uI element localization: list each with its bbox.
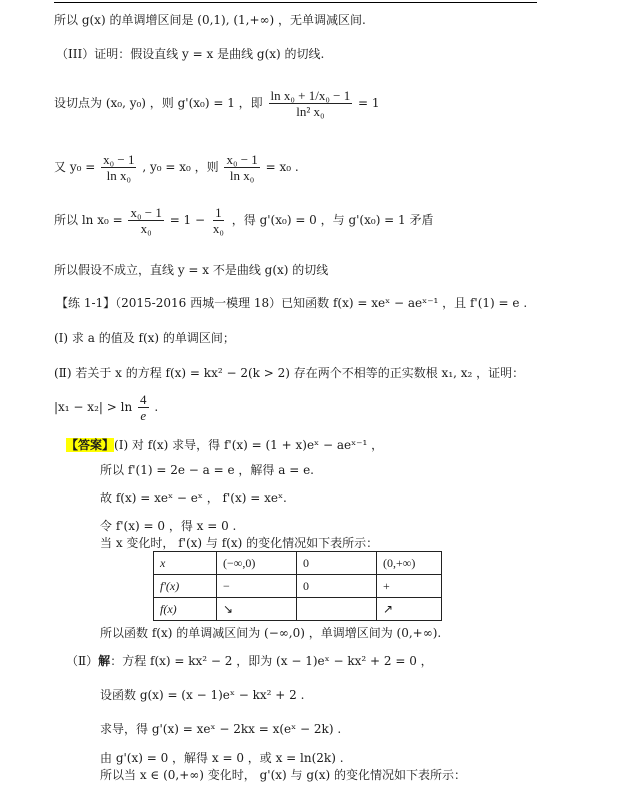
top-divider	[54, 2, 537, 3]
exercise-inequality	[54, 392, 158, 423]
fraction-denominator: e	[140, 408, 147, 423]
answer-g-table-intro: 所以当 x ∈ (0,+∞) 变化时， g'(x) 与 g(x) 的变化情况如下表所示：	[100, 768, 466, 782]
table-cell: (−∞,0)	[217, 552, 297, 575]
ln-fraction	[128, 205, 163, 236]
table-cell: x	[154, 552, 217, 575]
table-cell	[297, 598, 377, 621]
inequality-prefix: |x₁ − x₂| > ln	[54, 400, 133, 414]
table-cell: −	[217, 575, 297, 598]
y0-fraction-2	[224, 152, 259, 183]
exercise-part-1: (Ⅰ) 求 a 的值及 f(x) 的单调区间；	[54, 331, 235, 345]
fraction-numerator: x₀ − 1	[226, 152, 258, 167]
fraction-numerator: 1	[215, 205, 222, 220]
fraction-denominator: ln² x₀	[296, 104, 325, 119]
tangent-point-prefix: 设切点为 (x₀, y₀) ，则 g'(x₀) = 1 ，即	[54, 96, 263, 110]
y0-prefix: 又 y₀ =	[54, 160, 96, 174]
text-line-tangent-point	[54, 88, 380, 119]
table-row	[154, 552, 442, 575]
tangent-fraction	[269, 88, 353, 119]
answer-part-2	[66, 653, 433, 669]
text-line-proof-assumption: （III）证明：假设直线 y = x 是曲线 g(x) 的切线.	[56, 47, 325, 61]
inequality-suffix: .	[154, 400, 159, 414]
ln-fraction-2	[211, 205, 226, 236]
exercise-heading: 【练 1-1】（2015-2016 西城一模理 18）已知函数 f(x) = xeˣ − aeˣ⁻¹ ，且 f'(1) = e .	[56, 296, 528, 310]
fraction-numerator: ln x₀ + 1/x₀ − 1	[270, 88, 351, 103]
text-line-contradiction	[54, 205, 434, 236]
fraction-denominator: ln x₀	[106, 168, 131, 183]
increasing-arrow-icon: ↗	[377, 598, 442, 621]
text-line-y0-relation	[54, 152, 299, 183]
table-cell: f'(x)	[154, 575, 217, 598]
answer-f-expression: 故 f(x) = xeˣ − eˣ ， f'(x) = xeˣ.	[100, 491, 287, 505]
table-cell: +	[377, 575, 442, 598]
answer-g-roots: 由 g'(x) = 0 ，解得 x = 0 ，或 x = ln(2k) .	[100, 751, 344, 765]
y0-fraction	[101, 152, 136, 183]
part-2-equation: ：方程 f(x) = kx² − 2 ，即为 (x − 1)eˣ − kx² + 2 = 0 ，	[110, 654, 433, 668]
answer-critical-point: 令 f'(x) = 0 ，得 x = 0 .	[100, 519, 237, 533]
exercise-part-2: (Ⅱ) 若关于 x 的方程 f(x) = kx² − 2(k > 2) 存在两个不相等的正实数根 x₁, x₂ ，证明：	[54, 366, 525, 380]
table-cell: f(x)	[154, 598, 217, 621]
y0-suffix: = x₀ .	[265, 160, 299, 174]
fraction-numerator: 4	[140, 392, 147, 407]
table-row	[154, 575, 442, 598]
table-cell: 0	[297, 575, 377, 598]
variation-table	[153, 551, 442, 621]
fraction-numerator: x₀ − 1	[130, 205, 162, 220]
ln-mid: = 1 −	[169, 213, 206, 227]
ln-prefix: 所以 ln x₀ =	[54, 213, 123, 227]
answer-solve-a: 所以 f'(1) = 2e − a = e ，解得 a = e.	[100, 463, 314, 477]
solution-label: 解	[98, 654, 111, 668]
answer-derivative: (Ⅰ) 对 f(x) 求导，得 f'(x) = (1 + x)eˣ − aeˣ⁻¹ ，	[114, 438, 384, 452]
part-2-label: （Ⅱ）	[66, 654, 99, 668]
fraction-numerator: x₀ − 1	[103, 152, 135, 167]
table-cell: (0,+∞)	[377, 552, 442, 575]
table-cell: 0	[297, 552, 377, 575]
decreasing-arrow-icon: ↘	[217, 598, 297, 621]
table-row	[154, 598, 442, 621]
ln-suffix: ，得 g'(x₀) = 0 ，与 g'(x₀) = 1 矛盾	[231, 213, 434, 227]
answer-part-1	[66, 437, 383, 453]
tangent-equals: = 1	[358, 96, 380, 110]
text-line-monotonic-intervals: 所以 g(x) 的单调增区间是 (0,1), (1,+∞) ，无单调减区间.	[54, 13, 366, 27]
y0-mid: , y₀ = x₀ ，则	[142, 160, 219, 174]
answer-table-intro: 当 x 变化时， f'(x) 与 f(x) 的变化情况如下表所示：	[100, 536, 379, 550]
answer-g-definition: 设函数 g(x) = (x − 1)eˣ − kx² + 2 .	[100, 688, 305, 702]
fraction-denominator: x₀	[212, 221, 224, 236]
text-line-conclusion: 所以假设不成立，直线 y = x 不是曲线 g(x) 的切线	[54, 263, 329, 277]
answer-g-derivative: 求导，得 g'(x) = xeˣ − 2kx = x(eˣ − 2k) .	[100, 722, 342, 736]
fraction-denominator: ln x₀	[229, 168, 255, 183]
inequality-fraction	[138, 392, 149, 423]
answer-monotonic-result: 所以函数 f(x) 的单调减区间为 (−∞,0) ，单调增区间为 (0,+∞).	[100, 626, 442, 640]
answer-tag: 【答案】	[66, 438, 115, 452]
fraction-denominator: x₀	[140, 221, 152, 236]
